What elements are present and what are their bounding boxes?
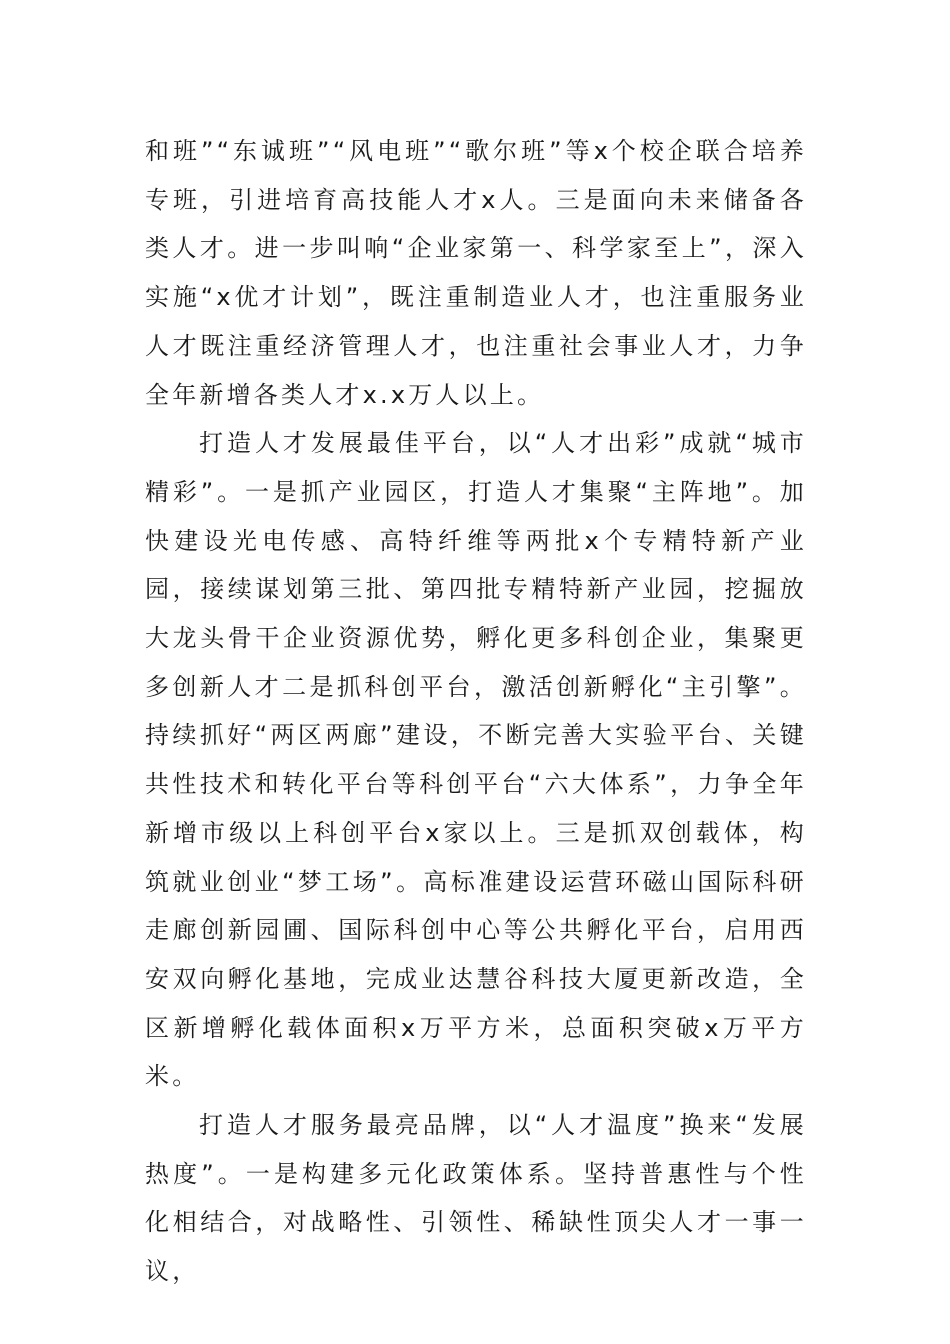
paragraph-1: 和班”“东诚班”“风电班”“歌尔班”等x个校企联合培养专班，引进培育高技能人才x人。三是面向未来储备各类人才。进一步叫响“企业家第一、科学家至上”，深入实施“x优才计划”，既注重制造业人才，也注重服务业人才既注重经济管理人才，也注重社会事业人才，力争全年新增各类人才x.x万人以上。 [145, 137, 807, 409]
document-body [145, 127, 807, 1296]
paragraph-2: 打造人才发展最佳平台，以“人才出彩”成就“城市精彩”。一是抓产业园区，打造人才集聚“主阵地”。加快建设光电传感、高特纤维等两批x个专精特新产业园，接续谋划第三批、第四批专精特新产业园，挖掘放大龙头骨干企业资源优势，孵化更多科创企业，集聚更多创新人才二是抓科创平台，激活创新孵化“主引擎”。持续抓好“两区两廊”建设，不断完善大实验平台、关键共性技术和转化平台等科创平台“六大体系”，力争全年新增市级以上科创平台x家以上。三是抓双创载体，构筑就业创业“梦工场”。高标准建设运营环磁山国际科研走廊创新园圃、国际科创中心等公共孵化平台，启用西安双向孵化基地，完成业达慧谷科技大厦更新改造，全区新增孵化载体面积x万平方米，总面积突破x万平方米。 [145, 429, 807, 1091]
paragraph-3: 打造人才服务最亮品牌，以“人才温度”换来“发展热度”。一是构建多元化政策体系。坚持普惠性与个性化相结合，对战略性、引领性、稀缺性顶尖人才一事一议， [145, 1111, 807, 1286]
